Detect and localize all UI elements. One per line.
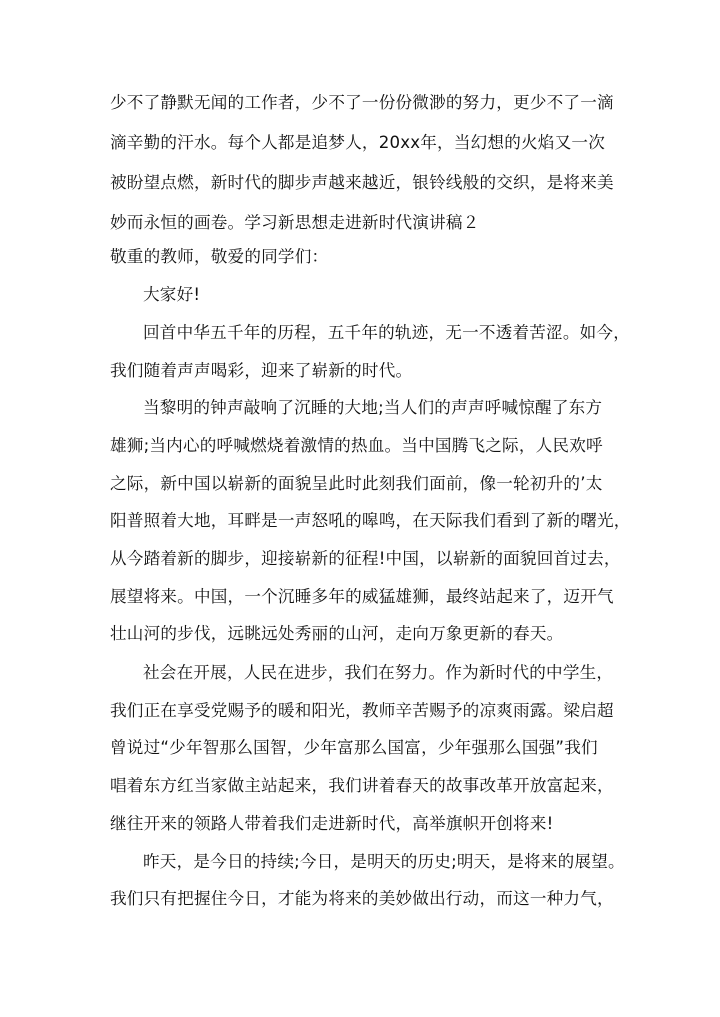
text-line-8: 我们随着声声喝彩，迎来了崭新的时代。 <box>110 361 413 380</box>
text-line-16: 社会在开展，人民在进步，我们在努力。作为新时代的中学生， <box>143 663 614 682</box>
text-line-7: 回首中华五千年的历程，五千年的轨迹，无一不透着苦涩。如今， <box>143 323 631 342</box>
text-line-12: 阳普照着大地，耳畔是一声怒吼的嗥鸣，在天际我们看到了新的曙光， <box>110 511 631 530</box>
text-line-11: 之际，新中国以崭新的面貌呈此时此刻我们面前，像一轮初升的’太 <box>110 474 603 493</box>
text-line-13: 从今踏着新的脚步，迎接崭新的征程!中国，以崭新的面貌回首过去， <box>110 549 621 568</box>
text-line-1: 少不了静默无闻的工作者，少不了一份份微渺的努力，更少不了一滴 <box>110 93 614 112</box>
text-line-3: 被盼望点燃，新时代的脚步声越来越近，银铃线般的交织，是将来美 <box>110 173 614 192</box>
text-line-9: 当黎明的钟声敲响了沉睡的大地;当人们的声声呼喊惊醒了东方 <box>143 398 603 417</box>
text-line-18: 曾说过“少年智那么国智，少年富那么国富，少年强那么国强”我们 <box>110 738 598 757</box>
text-line-17: 我们正在享受党赐予的暖和阳光，教师辛苦赐予的凉爽雨露。梁启超 <box>110 701 614 720</box>
text-line-21: 昨天，是今日的持续;今日，是明天的历史;明天，是将来的展望。 <box>143 852 625 871</box>
text-line-14: 展望将来。中国，一个沉睡多年的威猛雄狮，最终站起来了，迈开气 <box>110 587 614 606</box>
salutation: 敬重的教师，敬爱的同学们： <box>110 247 329 266</box>
text-line-22: 我们只有把握住今日，才能为将来的美妙做出行动，而这一种力气， <box>110 889 614 908</box>
greeting: 大家好! <box>143 285 201 304</box>
text-line-4: 妙而永恒的画卷。学习新思想走进新时代演讲稿２ <box>110 213 480 232</box>
text-line-15: 壮山河的步伐，远眺远处秀丽的山河，走向万象更新的春天。 <box>110 624 564 643</box>
text-line-20: 继往开来的领路人带着我们走进新时代，高举旗帜开创将来! <box>110 814 554 833</box>
text-line-10: 雄狮;当内心的呼喊燃烧着激情的热血。当中国腾飞之际，人民欢呼 <box>110 436 603 455</box>
text-line-2: 滴辛勤的汗水。每个人都是追梦人，20xx年，当幻想的火焰又一次 <box>110 133 605 152</box>
text-line-19: 唱着东方红当家做主站起来，我们讲着春天的故事改革开放富起来， <box>110 776 614 795</box>
